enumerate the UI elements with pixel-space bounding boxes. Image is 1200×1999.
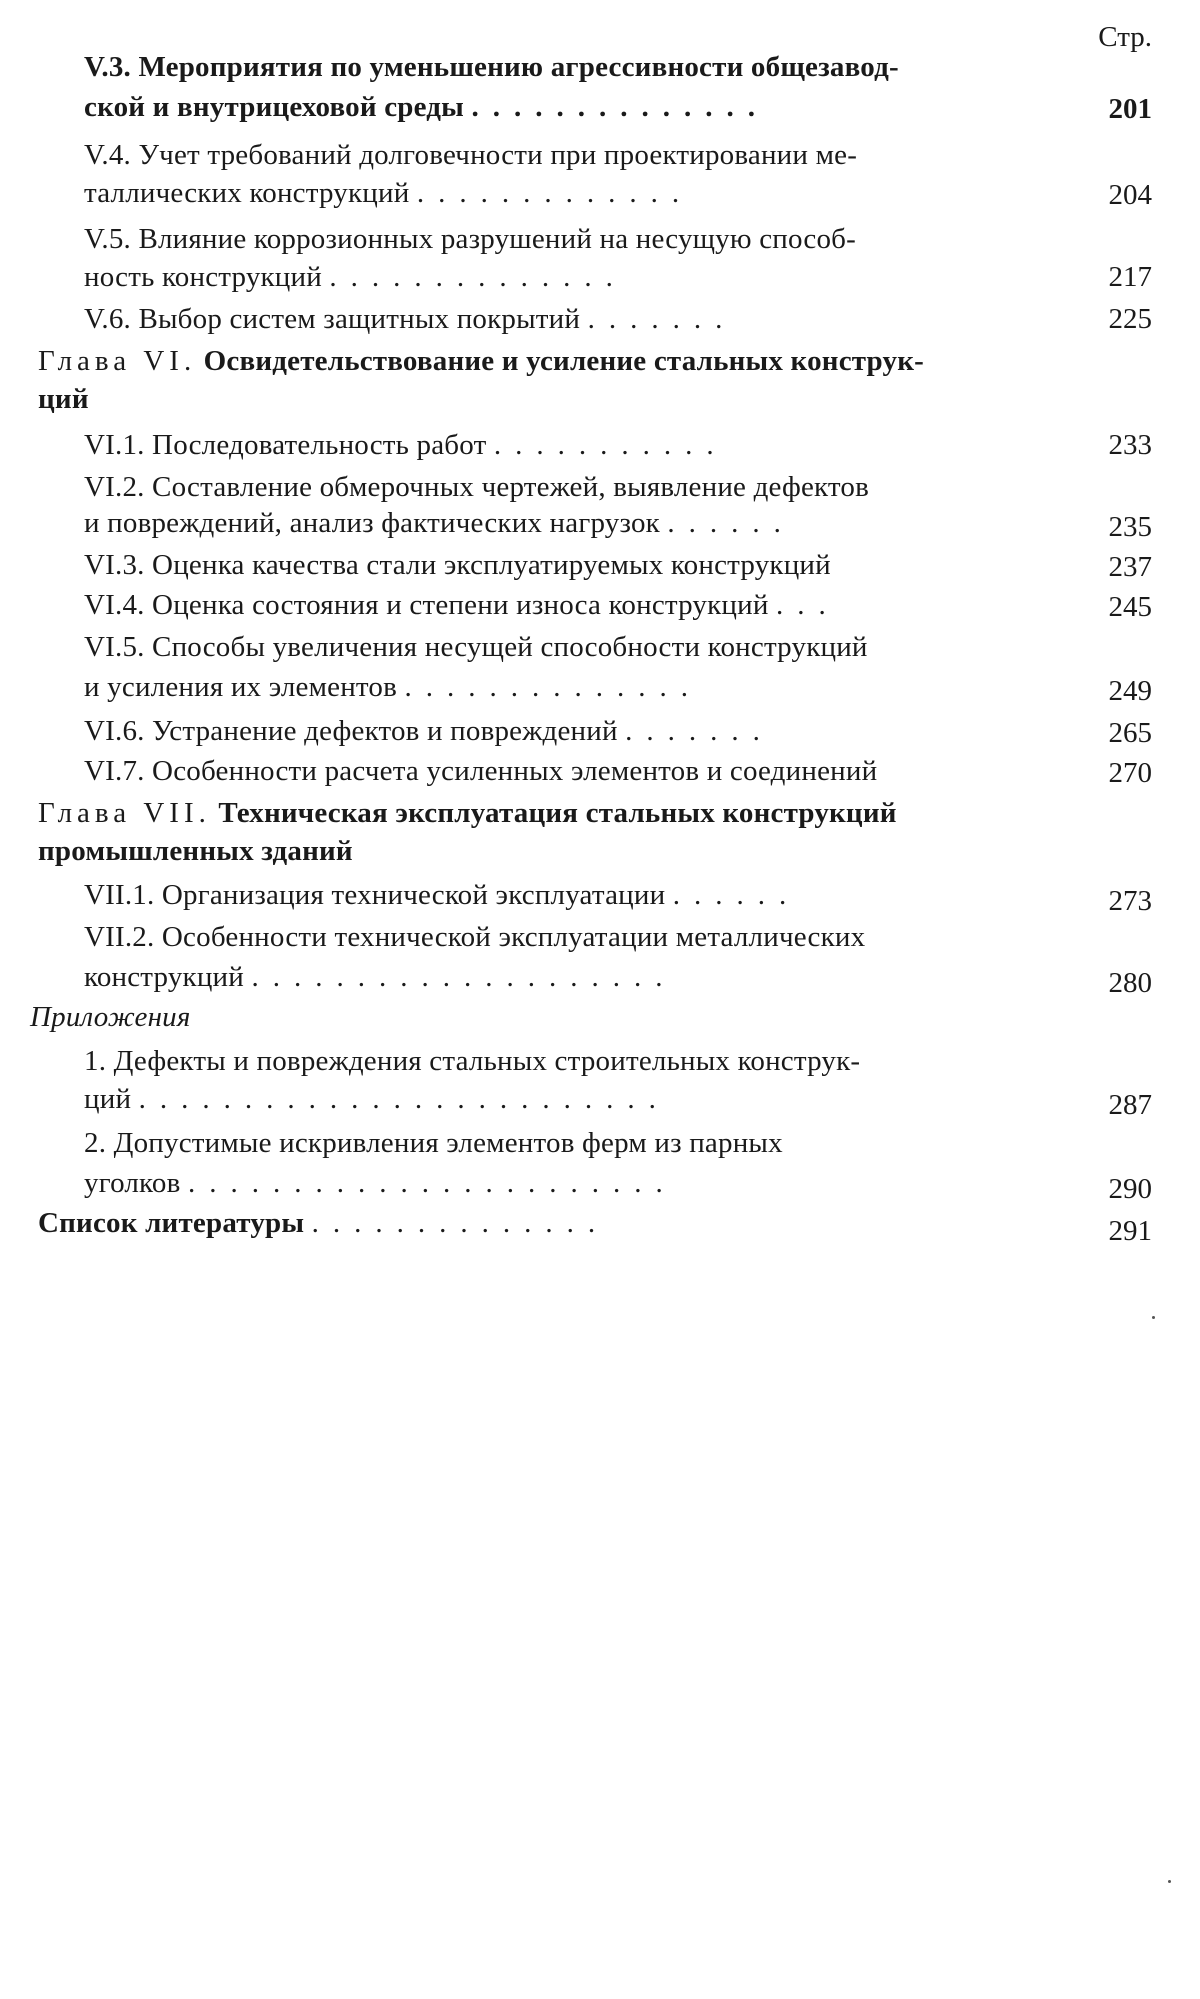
toc-page-number: 280 — [1108, 967, 1152, 999]
toc-entry-v3-line2: ской и внутрицеховой среды .............. — [84, 91, 769, 123]
appendices-heading: Приложения — [30, 1001, 191, 1033]
toc-page-number: 290 — [1108, 1173, 1152, 1205]
appendix-2-line1: 2. Допустимые искривления элементов ферм из парных — [84, 1127, 783, 1159]
toc-entry-v5-line1: V.5. Влияние коррозионных разрушений на несущую способ- — [84, 223, 856, 255]
toc-entry-vi1: VI.1. Последовательность работ ........... — [84, 429, 728, 461]
toc-page-number: 235 — [1108, 511, 1152, 543]
toc-page-number: 233 — [1108, 429, 1152, 461]
chapter-7-heading-line1: Глава VII. Техническая эксплуатация стальных конструкций — [38, 797, 897, 829]
toc-page-number: 225 — [1108, 303, 1152, 335]
appendix-2-line2: уголков ....................... — [84, 1167, 677, 1199]
toc-entry-vii2-line1: VII.2. Особенности технической эксплуатации металлических — [84, 921, 866, 953]
toc-entry-v3-line1: V.3. Мероприятия по уменьшению агрессивности общезавод- — [84, 51, 899, 83]
toc-page-number: 204 — [1108, 179, 1152, 211]
toc-entry-vi3: VI.3. Оценка качества стали эксплуатируемых конструкций — [84, 549, 831, 581]
toc-entry-vi6: VI.6. Устранение дефектов и повреждений ....... — [84, 715, 774, 747]
toc-page-number: 217 — [1108, 261, 1152, 293]
toc-entry-vi2-line2: и повреждений, анализ фактических нагрузок ...... — [84, 507, 795, 539]
page-column-header: Стр. — [1098, 21, 1152, 53]
toc-entry-vii1: VII.1. Организация технической эксплуатации ...... — [84, 879, 801, 911]
toc-entry-v5-line2: ность конструкций .............. — [84, 261, 627, 293]
chapter-7-heading-line2: промышленных зданий — [38, 835, 353, 867]
bibliography-entry: Список литературы .............. — [38, 1207, 610, 1239]
toc-page-number: 270 — [1108, 757, 1152, 789]
toc-entry-v6-line1: V.6. Выбор систем защитных покрытий ....... — [84, 303, 737, 335]
toc-entry-vii2-line2: конструкций .................... — [84, 961, 677, 993]
toc-page-number: 237 — [1108, 551, 1152, 583]
toc-entry-vi7: VI.7. Особенности расчета усиленных элементов и соединений — [84, 755, 878, 787]
toc-entry-vi5-line2: и усиления их элементов .............. — [84, 671, 702, 703]
toc-entry-vi4: VI.4. Оценка состояния и степени износа конструкций ... — [84, 589, 840, 621]
scan-speck — [1152, 1316, 1155, 1319]
toc-page-number: 291 — [1108, 1215, 1152, 1247]
toc-page-number: 265 — [1108, 717, 1152, 749]
chapter-6-heading-line2: ций — [38, 383, 89, 415]
appendix-1-line2: ций ......................... — [84, 1083, 670, 1115]
toc-page-number: 273 — [1108, 885, 1152, 917]
toc-page-number: 249 — [1108, 675, 1152, 707]
chapter-6-heading-line1: Глава VI. Освидетельствование и усиление стальных конструк- — [38, 345, 924, 377]
toc-entry-v4-line1: V.4. Учет требований долговечности при проектировании ме- — [84, 139, 858, 171]
appendix-1-line1: 1. Дефекты и повреждения стальных строительных конструк- — [84, 1045, 861, 1077]
toc-entry-v4-line2: таллических конструкций ............. — [84, 177, 694, 209]
scan-speck — [1168, 1880, 1171, 1883]
toc-entry-vi5-line1: VI.5. Способы увеличения несущей способности конструкций — [84, 631, 868, 663]
toc-page-number: 287 — [1108, 1089, 1152, 1121]
toc-page-number: 245 — [1108, 591, 1152, 623]
toc-entry-vi2-line1: VI.2. Составление обмерочных чертежей, выявление дефектов — [84, 471, 870, 503]
toc-page-number: 201 — [1108, 93, 1152, 125]
